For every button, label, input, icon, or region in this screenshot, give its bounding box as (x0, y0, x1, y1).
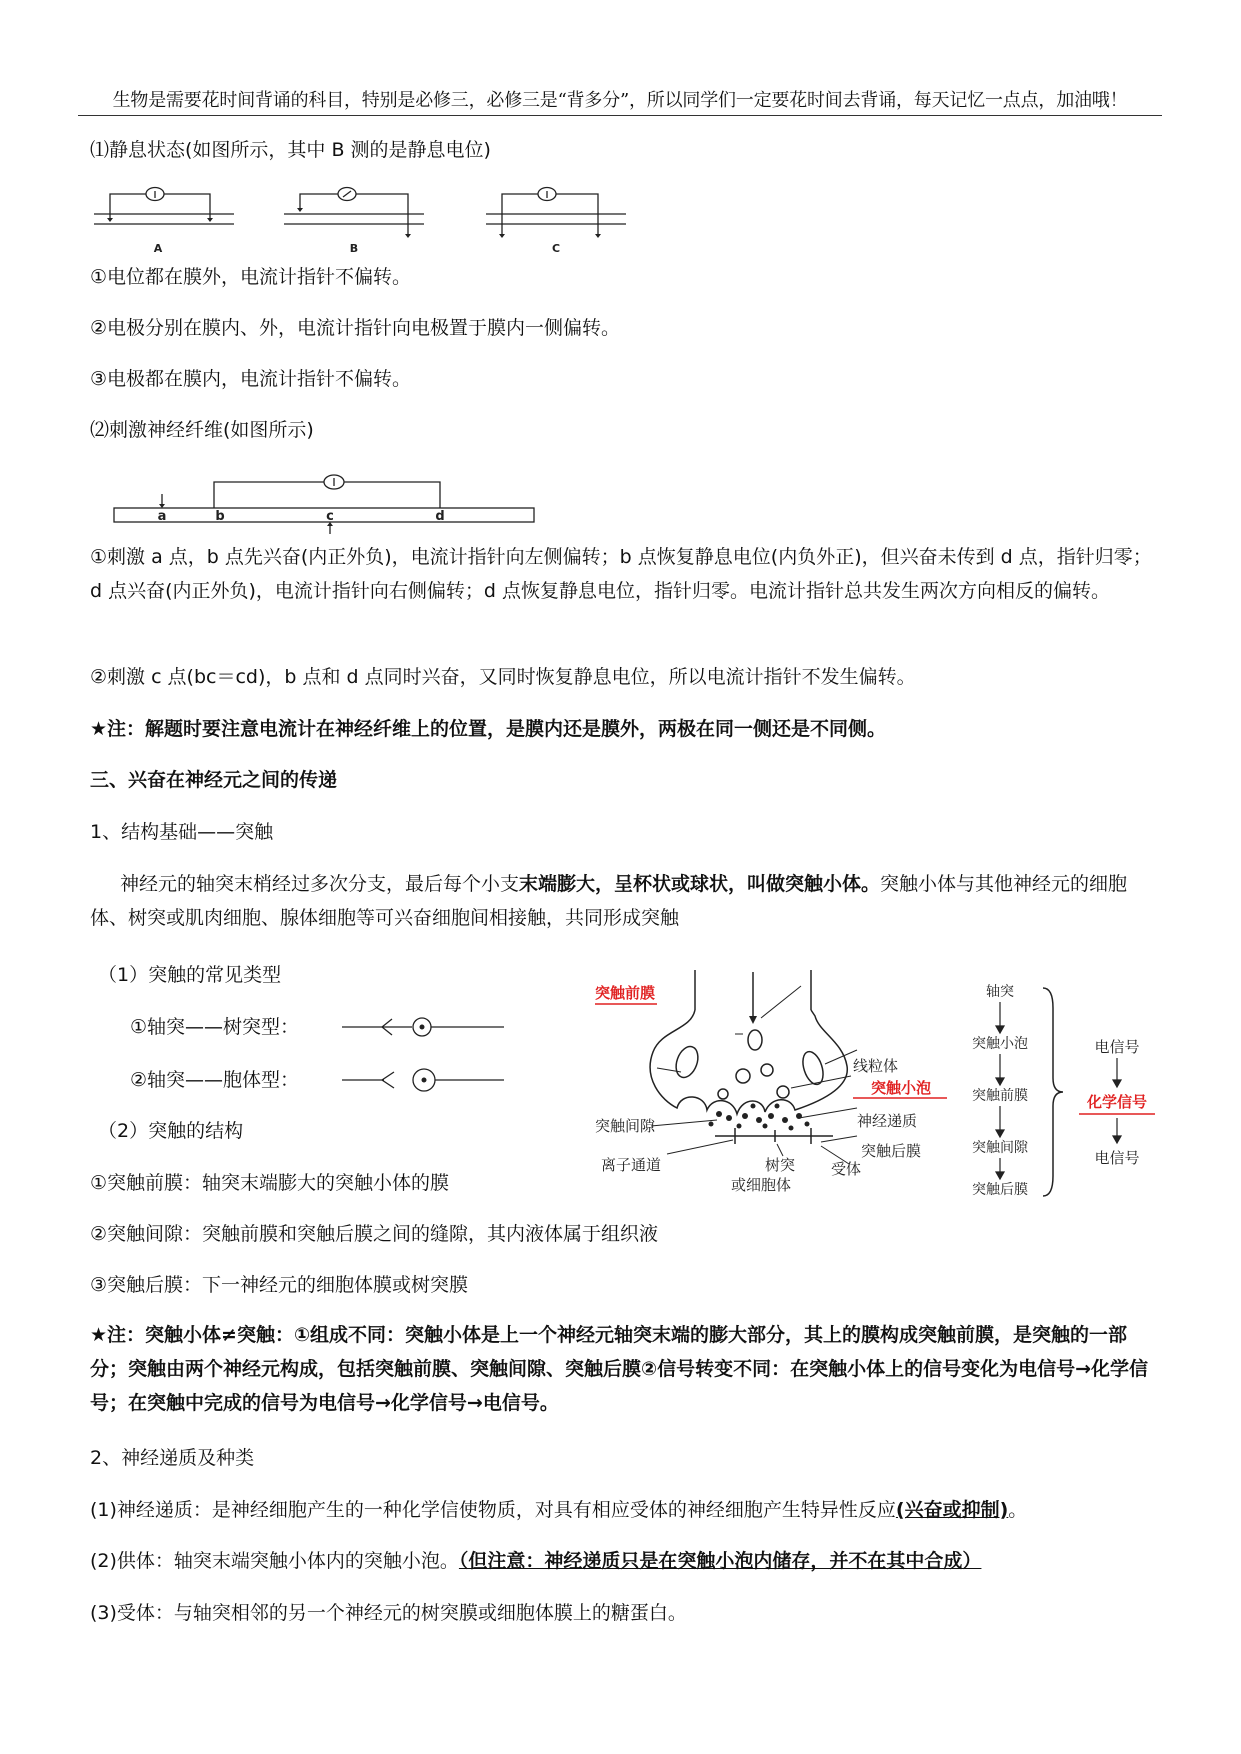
donor-def: (2)供体：轴突末端突触小体内的突触小泡。（但注意：神经递质只是在突触小泡内储存，并不在其中合成） (90, 1550, 982, 1572)
stimulate-a-paragraph: ①刺激 a 点，b 点先兴奋(内正外负)，电流计指针向左侧偏转；b 点恢复静息电位(内负外正)，但兴奋未传到 d 点，指针归零；d 点兴奋(内正外负)，电流计指针向右侧偏转；d 点恢复静息电位，指针归零。电流计指针总共发生两次方向相反的偏转。 (90, 546, 1152, 602)
nerve-fiber-figure (110, 470, 540, 536)
signal-electric-1: 电信号 (1094, 1038, 1140, 1056)
stimulation-title: ⑵刺激神经纤维(如图所示) (90, 419, 314, 441)
resting-state-figure (86, 186, 626, 258)
flow-cleft: 突触间隙 (972, 1140, 1028, 1156)
synaptic-cleft-def: ②突触间隙：突触前膜和突触后膜之间的缝隙，其内液体属于组织液 (90, 1223, 659, 1245)
synapse-diagram (595, 968, 1165, 1208)
point-c-label: c (326, 509, 334, 524)
mitochondria-label: 线粒体 (853, 1057, 899, 1075)
presyn-membrane-label: 突触前膜 (595, 984, 656, 1002)
postsynaptic-membrane-def: ③突触后膜：下一神经元的细胞体膜或树突膜 (90, 1274, 469, 1296)
page-header-note: 生物是需要花时间背诵的科目，特别是必修三，必修三是“背多分”，所以同学们一定要花时间去背诵，每天记忆一点点，加油哦！ (112, 90, 1128, 111)
synapse-structure-title: （2）突触的结构 (98, 1120, 244, 1142)
point-d-label: d (435, 509, 445, 524)
figure-label-C: C (551, 242, 561, 255)
fiber-note: ★注：解题时要注意电流计在神经纤维上的位置，是膜内还是膜外，两极在同一侧还是不同侧。 (90, 718, 887, 740)
cell-body-label: 或细胞体 (731, 1176, 792, 1194)
resting-item-2: ②电极分别在膜内、外，电流计指针向电极置于膜内一侧偏转。 (90, 317, 621, 339)
ion-channel-label: 离子通道 (601, 1156, 662, 1174)
axo-dendritic-symbol (338, 1015, 508, 1039)
synapse-types-title: （1）突触的常见类型 (98, 964, 282, 986)
neurotransmitter-heading: 2、神经递质及种类 (90, 1447, 255, 1469)
postsyn-membrane-label: 突触后膜 (861, 1142, 922, 1160)
synaptic-knob-paragraph: 神经元的轴突末梢经过多次分支，最后每个小支末端膨大，呈杯状或球状，叫做突触小体。突触小体与其他神经元的细胞体、树突或肌肉细胞、腺体细胞等可兴奋细胞间相接触，共同形成突触 (90, 873, 1128, 929)
cleft-label: 突触间隙 (595, 1117, 656, 1135)
signal-chemical: 化学信号 (1086, 1093, 1148, 1111)
header-divider (78, 115, 1162, 116)
section-three-title: 三、兴奋在神经元之间的传递 (90, 769, 338, 791)
point-a-label: a (157, 509, 167, 524)
structure-basis-heading: 1、结构基础——突触 (90, 821, 274, 843)
vesicle-label: 突触小泡 (871, 1079, 932, 1097)
axo-somatic-symbol (338, 1066, 508, 1094)
stimulate-c-paragraph: ②刺激 c 点(bc＝cd)，b 点和 d 点同时兴奋，又同时恢复静息电位，所以电流计指针不发生偏转。 (90, 666, 916, 688)
figure-label-B: B (349, 242, 359, 255)
flow-vesicle: 突触小泡 (972, 1036, 1028, 1052)
dendrite-label: 树突 (765, 1156, 796, 1174)
flow-presyn: 突触前膜 (972, 1088, 1028, 1104)
signal-electric-2: 电信号 (1094, 1149, 1140, 1167)
axo-somatic-label: ②轴突——胞体型： (130, 1069, 300, 1091)
flow-postsyn: 突触后膜 (972, 1182, 1028, 1198)
neurotransmitter-def: (1)神经递质：是神经细胞产生的一种化学信使物质，对具有相应受体的神经细胞产生特异性反应(兴奋或抑制)。 (90, 1499, 1028, 1521)
resting-state-title: ⑴静息状态(如图所示，其中 B 测的是静息电位) (90, 139, 491, 161)
figure-label-A: A (153, 242, 163, 255)
resting-item-3: ③电极都在膜内，电流计指针不偏转。 (90, 368, 412, 390)
axo-dendritic-label: ①轴突——树突型： (130, 1016, 300, 1038)
receptor-label: 受体 (831, 1160, 862, 1178)
flow-axon: 轴突 (986, 984, 1014, 1000)
resting-item-1: ①电位都在膜外，电流计指针不偏转。 (90, 266, 412, 288)
point-b-label: b (215, 509, 225, 524)
receptor-def: (3)受体：与轴突相邻的另一个神经元的树突膜或细胞体膜上的糖蛋白。 (90, 1602, 687, 1624)
presynaptic-membrane-def: ①突触前膜：轴突末端膨大的突触小体的膜 (90, 1172, 450, 1194)
synapse-note: ★注：突触小体≠突触：①组成不同：突触小体是上一个神经元轴突末端的膨大部分，其上的膜构成突触前膜，是突触的一部分；突触由两个神经元构成，包括突触前膜、突触间隙、突触后膜②信号转变不同：在突触小体上的信号变化为电信号→化学信号；在突触中完成的信号为电信号→化学信号→电信号。 (90, 1324, 1149, 1414)
neurotransmitter-label: 神经递质 (857, 1112, 918, 1130)
